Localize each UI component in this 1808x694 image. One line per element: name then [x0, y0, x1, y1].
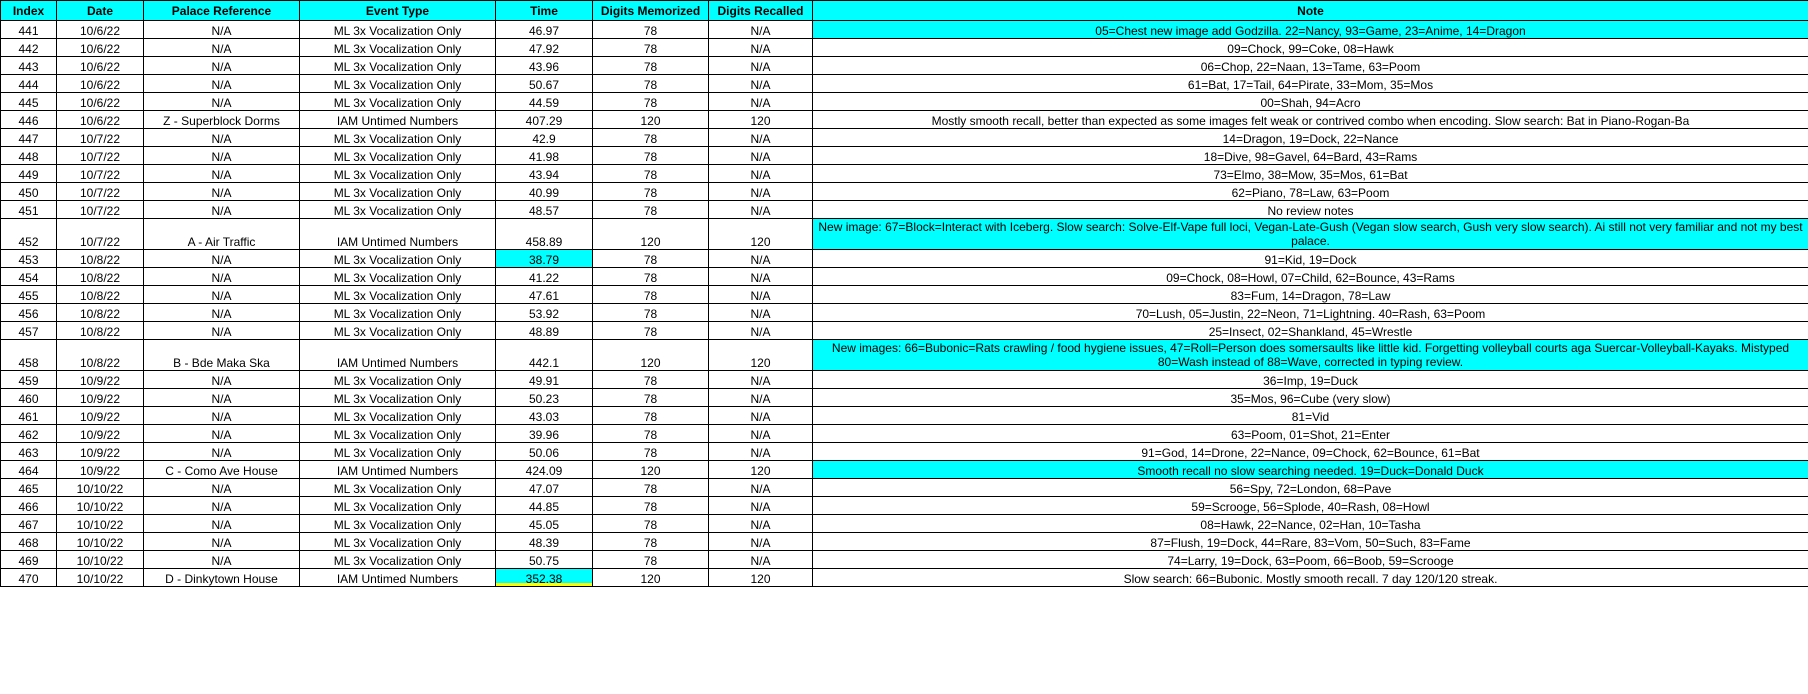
table-row: [1, 219, 1808, 250]
table-body: [1, 21, 1808, 587]
cell-palace-reference[interactable]: N/A: [144, 75, 300, 93]
cell-event-type[interactable]: ML 3x Vocalization Only: [300, 425, 496, 443]
cell-note[interactable]: 09=Chock, 08=Howl, 07=Child, 62=Bounce, 43=Rams: [813, 268, 1808, 286]
cell-digits-recalled[interactable]: N/A: [709, 21, 813, 39]
table-row: [1, 340, 1808, 371]
cell-event-type[interactable]: ML 3x Vocalization Only: [300, 183, 496, 201]
cell-digits-recalled[interactable]: N/A: [709, 183, 813, 201]
table-row: [1, 268, 1808, 286]
column-header-time[interactable]: Time: [496, 1, 593, 21]
cell-digits-memorized[interactable]: 78: [593, 201, 709, 219]
table-row: [1, 443, 1808, 461]
table-row: [1, 389, 1808, 407]
cell-index[interactable]: 459: [1, 371, 57, 389]
cell-event-type[interactable]: IAM Untimed Numbers: [300, 569, 496, 587]
table-row: [1, 322, 1808, 340]
cell-digits-memorized[interactable]: 120: [593, 340, 709, 371]
cell-digits-recalled[interactable]: N/A: [709, 551, 813, 569]
cell-time[interactable]: 352.38: [496, 569, 593, 587]
cell-event-type[interactable]: ML 3x Vocalization Only: [300, 497, 496, 515]
cell-index[interactable]: 462: [1, 425, 57, 443]
cell-palace-reference[interactable]: N/A: [144, 304, 300, 322]
cell-index[interactable]: 441: [1, 21, 57, 39]
cell-palace-reference[interactable]: N/A: [144, 286, 300, 304]
cell-index[interactable]: 444: [1, 75, 57, 93]
cell-index[interactable]: 463: [1, 443, 57, 461]
cell-note[interactable]: 09=Chock, 99=Coke, 08=Hawk: [813, 39, 1808, 57]
cell-index[interactable]: 458: [1, 340, 57, 371]
cell-date[interactable]: 10/7/22: [57, 219, 144, 250]
cell-event-type[interactable]: IAM Untimed Numbers: [300, 219, 496, 250]
cell-digits-memorized[interactable]: 78: [593, 268, 709, 286]
column-header-digits-memorized[interactable]: Digits Memorized: [593, 1, 709, 21]
cell-palace-reference[interactable]: N/A: [144, 129, 300, 147]
cell-note[interactable]: 87=Flush, 19=Dock, 44=Rare, 83=Vom, 50=Such, 83=Fame: [813, 533, 1808, 551]
cell-note[interactable]: 74=Larry, 19=Dock, 63=Poom, 66=Boob, 59=Scrooge: [813, 551, 1808, 569]
cell-time[interactable]: 48.57: [496, 201, 593, 219]
cell-date[interactable]: 10/7/22: [57, 201, 144, 219]
cell-date[interactable]: 10/9/22: [57, 389, 144, 407]
cell-digits-memorized[interactable]: 78: [593, 407, 709, 425]
cell-index[interactable]: 457: [1, 322, 57, 340]
cell-time[interactable]: 42.9: [496, 129, 593, 147]
cell-digits-memorized[interactable]: 78: [593, 371, 709, 389]
cell-digits-memorized[interactable]: 78: [593, 165, 709, 183]
cell-digits-memorized[interactable]: 78: [593, 551, 709, 569]
cell-note[interactable]: 00=Shah, 94=Acro: [813, 93, 1808, 111]
table-row: [1, 551, 1808, 569]
cell-digits-memorized[interactable]: 78: [593, 425, 709, 443]
cell-note[interactable]: 25=Insect, 02=Shankland, 45=Wrestle: [813, 322, 1808, 340]
cell-digits-memorized[interactable]: 78: [593, 57, 709, 75]
cell-note[interactable]: 81=Vid: [813, 407, 1808, 425]
cell-palace-reference[interactable]: N/A: [144, 407, 300, 425]
cell-date[interactable]: 10/6/22: [57, 57, 144, 75]
cell-digits-recalled[interactable]: N/A: [709, 407, 813, 425]
cell-time[interactable]: 44.85: [496, 497, 593, 515]
cell-digits-memorized[interactable]: 78: [593, 389, 709, 407]
cell-time[interactable]: 50.67: [496, 75, 593, 93]
cell-date[interactable]: 10/10/22: [57, 551, 144, 569]
cell-digits-recalled[interactable]: 120: [709, 219, 813, 250]
cell-event-type[interactable]: ML 3x Vocalization Only: [300, 93, 496, 111]
cell-digits-recalled[interactable]: N/A: [709, 515, 813, 533]
cell-digits-recalled[interactable]: N/A: [709, 286, 813, 304]
cell-note[interactable]: 14=Dragon, 19=Dock, 22=Nance: [813, 129, 1808, 147]
cell-palace-reference[interactable]: N/A: [144, 515, 300, 533]
table-row: [1, 250, 1808, 268]
table-row: [1, 515, 1808, 533]
cell-digits-recalled[interactable]: N/A: [709, 389, 813, 407]
cell-event-type[interactable]: ML 3x Vocalization Only: [300, 21, 496, 39]
cell-event-type[interactable]: ML 3x Vocalization Only: [300, 201, 496, 219]
cell-digits-recalled[interactable]: N/A: [709, 443, 813, 461]
cell-digits-recalled[interactable]: N/A: [709, 57, 813, 75]
cell-palace-reference[interactable]: N/A: [144, 183, 300, 201]
cell-date[interactable]: 10/9/22: [57, 443, 144, 461]
cell-palace-reference[interactable]: N/A: [144, 533, 300, 551]
cell-time[interactable]: 39.96: [496, 425, 593, 443]
cell-note[interactable]: 08=Hawk, 22=Nance, 02=Han, 10=Tasha: [813, 515, 1808, 533]
column-header-date[interactable]: Date: [57, 1, 144, 21]
cell-digits-recalled[interactable]: N/A: [709, 425, 813, 443]
cell-palace-reference[interactable]: D - Dinkytown House: [144, 569, 300, 587]
cell-note[interactable]: 56=Spy, 72=London, 68=Pave: [813, 479, 1808, 497]
cell-palace-reference[interactable]: N/A: [144, 443, 300, 461]
cell-index[interactable]: 445: [1, 93, 57, 111]
cell-index[interactable]: 443: [1, 57, 57, 75]
table-row: [1, 371, 1808, 389]
cell-event-type[interactable]: ML 3x Vocalization Only: [300, 407, 496, 425]
cell-digits-memorized[interactable]: 78: [593, 129, 709, 147]
cell-time[interactable]: 43.96: [496, 57, 593, 75]
cell-note[interactable]: Smooth recall no slow searching needed. 19=Duck=Donald Duck: [813, 461, 1808, 479]
cell-note[interactable]: 70=Lush, 05=Justin, 22=Neon, 71=Lightning. 40=Rash, 63=Poom: [813, 304, 1808, 322]
cell-index[interactable]: 469: [1, 551, 57, 569]
table-row: [1, 57, 1808, 75]
cell-event-type[interactable]: ML 3x Vocalization Only: [300, 147, 496, 165]
cell-date[interactable]: 10/10/22: [57, 497, 144, 515]
cell-note[interactable]: 18=Dive, 98=Gavel, 64=Bard, 43=Rams: [813, 147, 1808, 165]
cell-digits-memorized[interactable]: 78: [593, 479, 709, 497]
table-row: [1, 407, 1808, 425]
table-row: [1, 165, 1808, 183]
cell-event-type[interactable]: ML 3x Vocalization Only: [300, 268, 496, 286]
table-row: [1, 183, 1808, 201]
cell-digits-recalled[interactable]: N/A: [709, 165, 813, 183]
cell-note[interactable]: 61=Bat, 17=Tail, 64=Pirate, 33=Mom, 35=Mos: [813, 75, 1808, 93]
cell-index[interactable]: 466: [1, 497, 57, 515]
cell-index[interactable]: 461: [1, 407, 57, 425]
cell-date[interactable]: 10/8/22: [57, 322, 144, 340]
cell-index[interactable]: 465: [1, 479, 57, 497]
cell-note[interactable]: Mostly smooth recall, better than expected as some images felt weak or contrived combo when encoding. Slow search: Bat in Piano-Rogan-Ba: [813, 111, 1808, 129]
cell-event-type[interactable]: ML 3x Vocalization Only: [300, 389, 496, 407]
cell-time[interactable]: 48.39: [496, 533, 593, 551]
cell-index[interactable]: 452: [1, 219, 57, 250]
cell-digits-memorized[interactable]: 78: [593, 21, 709, 39]
cell-digits-memorized[interactable]: 78: [593, 93, 709, 111]
cell-time[interactable]: 45.05: [496, 515, 593, 533]
cell-date[interactable]: 10/7/22: [57, 165, 144, 183]
cell-event-type[interactable]: ML 3x Vocalization Only: [300, 533, 496, 551]
cell-event-type[interactable]: ML 3x Vocalization Only: [300, 39, 496, 57]
cell-event-type[interactable]: IAM Untimed Numbers: [300, 461, 496, 479]
cell-digits-recalled[interactable]: N/A: [709, 371, 813, 389]
cell-index[interactable]: 454: [1, 268, 57, 286]
cell-index[interactable]: 442: [1, 39, 57, 57]
table-row: [1, 286, 1808, 304]
cell-event-type[interactable]: IAM Untimed Numbers: [300, 111, 496, 129]
cell-event-type[interactable]: IAM Untimed Numbers: [300, 340, 496, 371]
cell-date[interactable]: 10/6/22: [57, 111, 144, 129]
cell-note[interactable]: New image: 67=Block=Interact with Iceberg. Slow search: Solve-Elf-Vape full loci, Vegan-Late-Gush (Vegan slow search, Gush very slow search). Ai still not very familiar and not my best palace.: [813, 219, 1808, 250]
cell-digits-recalled[interactable]: 120: [709, 569, 813, 587]
cell-event-type[interactable]: ML 3x Vocalization Only: [300, 551, 496, 569]
cell-time[interactable]: 49.91: [496, 371, 593, 389]
cell-palace-reference[interactable]: A - Air Traffic: [144, 219, 300, 250]
column-header-index[interactable]: Index: [1, 1, 57, 21]
cell-digits-recalled[interactable]: N/A: [709, 322, 813, 340]
cell-index[interactable]: 470: [1, 569, 57, 587]
cell-digits-recalled[interactable]: 120: [709, 461, 813, 479]
table-row: [1, 129, 1808, 147]
cell-palace-reference[interactable]: N/A: [144, 497, 300, 515]
table-row: [1, 111, 1808, 129]
cell-date[interactable]: 10/10/22: [57, 533, 144, 551]
cell-digits-recalled[interactable]: N/A: [709, 201, 813, 219]
cell-palace-reference[interactable]: N/A: [144, 389, 300, 407]
cell-palace-reference[interactable]: N/A: [144, 57, 300, 75]
cell-time[interactable]: 50.75: [496, 551, 593, 569]
cell-event-type[interactable]: ML 3x Vocalization Only: [300, 304, 496, 322]
cell-digits-memorized[interactable]: 78: [593, 75, 709, 93]
cell-event-type[interactable]: ML 3x Vocalization Only: [300, 250, 496, 268]
table-row: [1, 201, 1808, 219]
cell-date[interactable]: 10/7/22: [57, 129, 144, 147]
cell-index[interactable]: 464: [1, 461, 57, 479]
cell-palace-reference[interactable]: N/A: [144, 147, 300, 165]
cell-event-type[interactable]: ML 3x Vocalization Only: [300, 479, 496, 497]
cell-time[interactable]: 424.09: [496, 461, 593, 479]
cell-index[interactable]: 467: [1, 515, 57, 533]
cell-index[interactable]: 456: [1, 304, 57, 322]
cell-palace-reference[interactable]: N/A: [144, 322, 300, 340]
cell-palace-reference[interactable]: N/A: [144, 39, 300, 57]
table-row: [1, 147, 1808, 165]
cell-palace-reference[interactable]: N/A: [144, 93, 300, 111]
cell-palace-reference[interactable]: N/A: [144, 21, 300, 39]
cell-note[interactable]: New images: 66=Bubonic=Rats crawling / food hygiene issues, 47=Roll=Person does somersaults like little kid. Forgetting volleyball courts aga Suercar-Volleyball-Kayaks. Mistyped 80=Wash instead of 88=Wave, corrected in typing review.: [813, 340, 1808, 371]
column-header-event-type[interactable]: Event Type: [300, 1, 496, 21]
cell-digits-memorized[interactable]: 120: [593, 111, 709, 129]
table-row: [1, 533, 1808, 551]
cell-time[interactable]: 48.89: [496, 322, 593, 340]
cell-digits-memorized[interactable]: 78: [593, 39, 709, 57]
cell-palace-reference[interactable]: N/A: [144, 165, 300, 183]
cell-date[interactable]: 10/9/22: [57, 425, 144, 443]
cell-event-type[interactable]: ML 3x Vocalization Only: [300, 515, 496, 533]
cell-time[interactable]: 50.23: [496, 389, 593, 407]
cell-date[interactable]: 10/10/22: [57, 515, 144, 533]
cell-index[interactable]: 468: [1, 533, 57, 551]
cell-digits-recalled[interactable]: N/A: [709, 75, 813, 93]
cell-digits-recalled[interactable]: N/A: [709, 304, 813, 322]
cell-index[interactable]: 453: [1, 250, 57, 268]
cell-note[interactable]: 91=God, 14=Drone, 22=Nance, 09=Chock, 62=Bounce, 61=Bat: [813, 443, 1808, 461]
cell-index[interactable]: 455: [1, 286, 57, 304]
table-row: [1, 569, 1808, 587]
cell-date[interactable]: 10/9/22: [57, 461, 144, 479]
table-row: [1, 39, 1808, 57]
cell-event-type[interactable]: ML 3x Vocalization Only: [300, 286, 496, 304]
cell-date[interactable]: 10/6/22: [57, 75, 144, 93]
cell-date[interactable]: 10/8/22: [57, 304, 144, 322]
cell-note[interactable]: 73=Elmo, 38=Mow, 35=Mos, 61=Bat: [813, 165, 1808, 183]
cell-event-type[interactable]: ML 3x Vocalization Only: [300, 165, 496, 183]
cell-digits-memorized[interactable]: 78: [593, 183, 709, 201]
cell-date[interactable]: 10/7/22: [57, 147, 144, 165]
cell-date[interactable]: 10/9/22: [57, 407, 144, 425]
cell-note[interactable]: 91=Kid, 19=Dock: [813, 250, 1808, 268]
cell-digits-recalled[interactable]: N/A: [709, 533, 813, 551]
cell-digits-memorized[interactable]: 78: [593, 286, 709, 304]
table-row: [1, 497, 1808, 515]
cell-digits-memorized[interactable]: 78: [593, 322, 709, 340]
cell-event-type[interactable]: ML 3x Vocalization Only: [300, 57, 496, 75]
cell-date[interactable]: 10/6/22: [57, 21, 144, 39]
cell-digits-recalled[interactable]: N/A: [709, 479, 813, 497]
cell-time[interactable]: 458.89: [496, 219, 593, 250]
cell-date[interactable]: 10/8/22: [57, 340, 144, 371]
cell-time[interactable]: 40.99: [496, 183, 593, 201]
cell-digits-recalled[interactable]: N/A: [709, 497, 813, 515]
cell-palace-reference[interactable]: Z - Superblock Dorms: [144, 111, 300, 129]
cell-time[interactable]: 44.59: [496, 93, 593, 111]
cell-time[interactable]: 53.92: [496, 304, 593, 322]
cell-digits-memorized[interactable]: 78: [593, 304, 709, 322]
cell-palace-reference[interactable]: N/A: [144, 425, 300, 443]
cell-digits-memorized[interactable]: 78: [593, 443, 709, 461]
cell-time[interactable]: 41.98: [496, 147, 593, 165]
cell-index[interactable]: 448: [1, 147, 57, 165]
cell-digits-memorized[interactable]: 120: [593, 569, 709, 587]
cell-palace-reference[interactable]: N/A: [144, 371, 300, 389]
cell-note[interactable]: 83=Fum, 14=Dragon, 78=Law: [813, 286, 1808, 304]
cell-palace-reference[interactable]: N/A: [144, 479, 300, 497]
cell-digits-memorized[interactable]: 78: [593, 515, 709, 533]
cell-note[interactable]: Slow search: 66=Bubonic. Mostly smooth recall. 7 day 120/120 streak.: [813, 569, 1808, 587]
cell-note[interactable]: 05=Chest new image add Godzilla. 22=Nancy, 93=Game, 23=Anime, 14=Dragon: [813, 21, 1808, 39]
cell-time[interactable]: 46.97: [496, 21, 593, 39]
cell-note[interactable]: 62=Piano, 78=Law, 63=Poom: [813, 183, 1808, 201]
cell-palace-reference[interactable]: B - Bde Maka Ska: [144, 340, 300, 371]
cell-event-type[interactable]: ML 3x Vocalization Only: [300, 371, 496, 389]
header-row: [1, 1, 1808, 21]
cell-digits-recalled[interactable]: N/A: [709, 39, 813, 57]
cell-time[interactable]: 47.61: [496, 286, 593, 304]
cell-time[interactable]: 41.22: [496, 268, 593, 286]
cell-date[interactable]: 10/6/22: [57, 39, 144, 57]
cell-palace-reference[interactable]: N/A: [144, 551, 300, 569]
cell-digits-memorized[interactable]: 78: [593, 533, 709, 551]
cell-event-type[interactable]: ML 3x Vocalization Only: [300, 443, 496, 461]
cell-time[interactable]: 50.06: [496, 443, 593, 461]
cell-note[interactable]: 35=Mos, 96=Cube (very slow): [813, 389, 1808, 407]
table-row: [1, 425, 1808, 443]
cell-time[interactable]: 47.07: [496, 479, 593, 497]
cell-time[interactable]: 407.29: [496, 111, 593, 129]
cell-event-type[interactable]: ML 3x Vocalization Only: [300, 129, 496, 147]
cell-date[interactable]: 10/7/22: [57, 183, 144, 201]
cell-digits-memorized[interactable]: 120: [593, 461, 709, 479]
cell-digits-recalled[interactable]: N/A: [709, 93, 813, 111]
cell-note[interactable]: 06=Chop, 22=Naan, 13=Tame, 63=Poom: [813, 57, 1808, 75]
cell-digits-recalled[interactable]: N/A: [709, 147, 813, 165]
cell-digits-memorized[interactable]: 120: [593, 219, 709, 250]
cell-digits-memorized[interactable]: 78: [593, 147, 709, 165]
table-row: [1, 21, 1808, 39]
cell-note[interactable]: 63=Poom, 01=Shot, 21=Enter: [813, 425, 1808, 443]
cell-time[interactable]: 43.94: [496, 165, 593, 183]
cell-palace-reference[interactable]: C - Como Ave House: [144, 461, 300, 479]
cell-time[interactable]: 43.03: [496, 407, 593, 425]
cell-digits-memorized[interactable]: 78: [593, 250, 709, 268]
cell-note[interactable]: No review notes: [813, 201, 1808, 219]
cell-digits-recalled[interactable]: N/A: [709, 129, 813, 147]
cell-index[interactable]: 460: [1, 389, 57, 407]
cell-palace-reference[interactable]: N/A: [144, 201, 300, 219]
cell-date[interactable]: 10/8/22: [57, 268, 144, 286]
table-row: [1, 93, 1808, 111]
cell-time[interactable]: 47.92: [496, 39, 593, 57]
column-header-digits-recalled[interactable]: Digits Recalled: [709, 1, 813, 21]
column-header-palace-reference[interactable]: Palace Reference: [144, 1, 300, 21]
cell-index[interactable]: 449: [1, 165, 57, 183]
cell-date[interactable]: 10/8/22: [57, 250, 144, 268]
cell-date[interactable]: 10/6/22: [57, 93, 144, 111]
cell-event-type[interactable]: ML 3x Vocalization Only: [300, 322, 496, 340]
column-header-note[interactable]: Note: [813, 1, 1808, 21]
table-row: [1, 304, 1808, 322]
table-row: [1, 75, 1808, 93]
table-row: [1, 479, 1808, 497]
cell-event-type[interactable]: ML 3x Vocalization Only: [300, 75, 496, 93]
cell-index[interactable]: 451: [1, 201, 57, 219]
cell-index[interactable]: 447: [1, 129, 57, 147]
cell-index[interactable]: 446: [1, 111, 57, 129]
cell-palace-reference[interactable]: N/A: [144, 268, 300, 286]
cell-date[interactable]: 10/10/22: [57, 569, 144, 587]
cell-digits-recalled[interactable]: N/A: [709, 250, 813, 268]
cell-digits-recalled[interactable]: 120: [709, 111, 813, 129]
cell-date[interactable]: 10/9/22: [57, 371, 144, 389]
cell-date[interactable]: 10/8/22: [57, 286, 144, 304]
cell-palace-reference[interactable]: N/A: [144, 250, 300, 268]
cell-date[interactable]: 10/10/22: [57, 479, 144, 497]
cell-note[interactable]: 59=Scrooge, 56=Splode, 40=Rash, 08=Howl: [813, 497, 1808, 515]
cell-time[interactable]: 38.79: [496, 250, 593, 268]
cell-index[interactable]: 450: [1, 183, 57, 201]
cell-time[interactable]: 442.1: [496, 340, 593, 371]
cell-digits-recalled[interactable]: 120: [709, 340, 813, 371]
cell-digits-recalled[interactable]: N/A: [709, 268, 813, 286]
cell-note[interactable]: 36=Imp, 19=Duck: [813, 371, 1808, 389]
table-row: [1, 461, 1808, 479]
cell-digits-memorized[interactable]: 78: [593, 497, 709, 515]
